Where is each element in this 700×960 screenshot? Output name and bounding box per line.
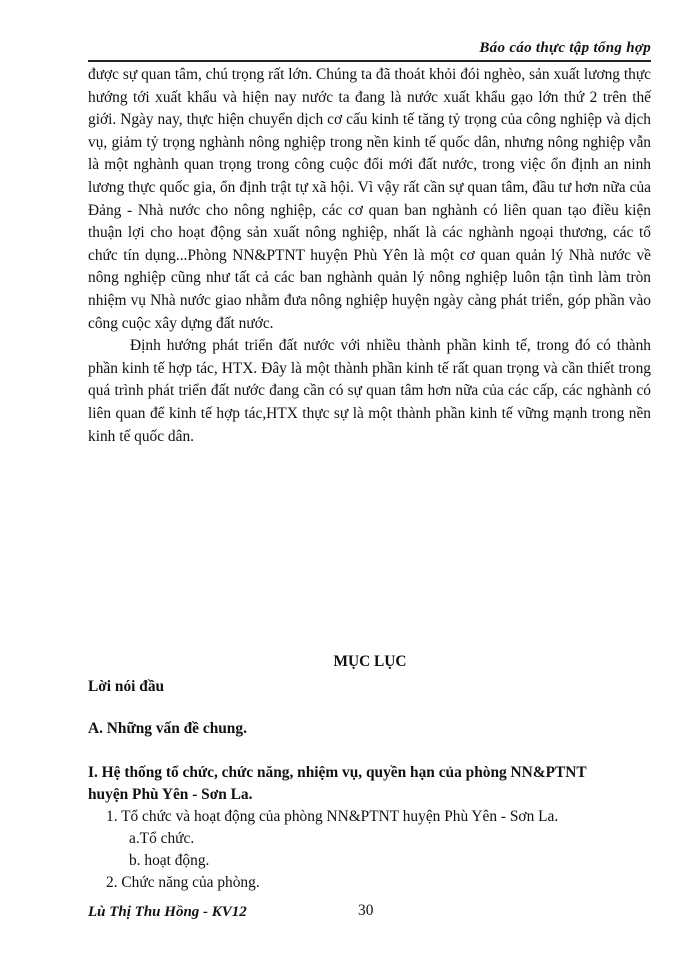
body-paragraph-1: được sự quan tâm, chú trọng rất lớn. Chúng ta đã thoát khỏi đói nghèo, sản xuất lương thực hướng tới xuất khẩu và hiện nay nước ta đang là nước xuất khẩu gạo lớn thứ 2 trên thế giới. Ngày nay, thực hiện chuyển dịch cơ cấu kinh tế tăng tỷ trọng của công nghiệp và dịch vụ, giảm tỷ trọng nghành nông nghiệp trong nền kinh tế quốc dân, nhưng nông nghiệp vẫn là một nghành quan trọng trong công cuộc đổi mới đất nước, trong việc ổn định an ninh lương thực quốc gia, ổn định trật tự xã hội. Vì vậy rất cần sự quan tâm, đầu tư hơn nữa của Đảng - Nhà nước cho nông nghiệp, các cơ quan ban nghành có liên quan tạo điều kiện thuận lợi cho hoạt động sản xuất nông nghiệp, nhất là các nghành ngoại thương, các tổ chức tín dụng...Phòng NN&PTNT huyện Phù Yên là một cơ quan quản lý Nhà nước về nông nghiệp cũng như tất cả các ban nghành quản lý nông nghiệp luôn tận tình làm tròn nhiệm vụ Nhà nước giao nhằm đưa nông nghiệp huyện ngày càng phát triển, góp phần vào công cuộc xây dựng đất nước. bbox=[88, 66, 651, 332]
toc-section-a: A. Những vấn đề chung. bbox=[88, 720, 247, 737]
header-title: Báo cáo thực tập tổng hợp bbox=[479, 40, 651, 56]
body-text bbox=[88, 64, 651, 448]
toc-preface: Lời nói đầu bbox=[88, 678, 165, 695]
toc-section-i: I. Hệ thống tổ chức, chức năng, nhiệm vụ, quyền hạn của phòng NN&PTNT bbox=[88, 764, 587, 781]
toc-item-1: 1. Tổ chức và hoạt động của phòng NN&PTNT huyện Phù Yên - Sơn La. bbox=[106, 808, 559, 825]
page-header bbox=[88, 38, 651, 62]
page-number: 30 bbox=[358, 902, 374, 919]
body-paragraph-2: Định hướng phát triển đất nước với nhiều thành phần kinh tế, trong đó có thành phần kinh tế hợp tác, HTX. Đây là một thành phần kinh tế rất quan trọng và cần thiết trong quá trình phát triển đất nước đang cần có sự quan tâm hơn nữa của các cấp, các nghành có liên quan để kinh tế hợp tác,HTX thực sự là một thành phần kinh tế vững mạnh trong nền kinh tế quốc dân. bbox=[88, 337, 651, 445]
toc-item-2: 2. Chức năng của phòng. bbox=[106, 874, 260, 891]
footer-author: Lù Thị Thu Hồng - KV12 bbox=[88, 904, 247, 920]
toc-item-1a: a.Tổ chức. bbox=[129, 830, 195, 847]
toc-title: MỤC LỤC bbox=[333, 653, 407, 670]
toc-section-i-cont: huyện Phù Yên - Sơn La. bbox=[88, 786, 253, 803]
toc-item-1b: b. hoạt động. bbox=[129, 852, 210, 869]
